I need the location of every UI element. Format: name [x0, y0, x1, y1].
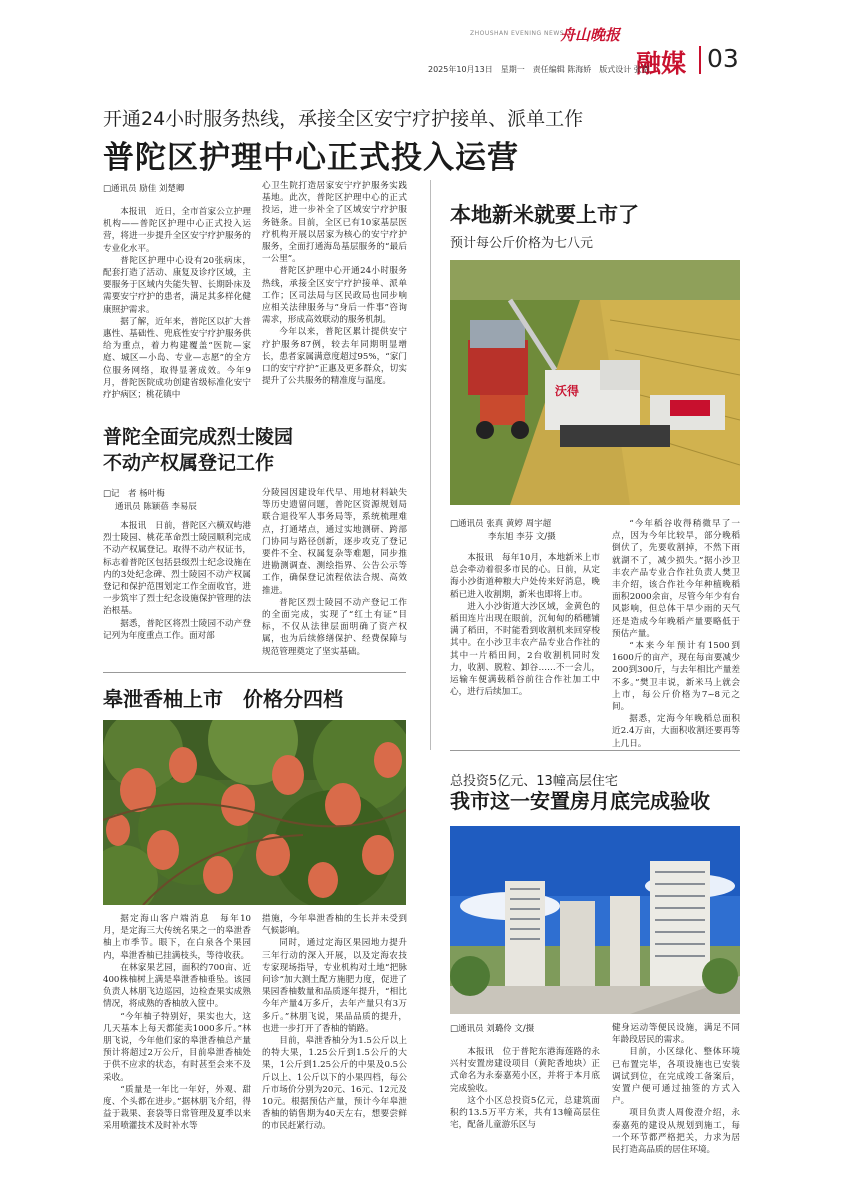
paragraph: 据了解，近年来，普陀区以扩大普惠性、基础性、兜底性安宁疗护服务供给为重点，着力构建覆盖“医院—家庭、城区—小岛、专业—志愿”的全方位服务网络，取得显著成效。今年9月，普陀医院成功创建省级标准化安宁疗护病区；桃花镇中 [103, 316, 251, 401]
byline-line: □通讯员 张真 黄婷 周宇超 [450, 519, 552, 529]
paragraph: “今年稻谷收得稍微早了一点，因为今年比较旱，部分晚稻倒伏了，先要收割掉，不然下雨就湖不了，减少损失。”据小沙卫丰农产品专业合作社负责人樊卫丰介绍，该合作社今年种植晚稻面积2000余亩，尽管今年少有台风影响，但总体干旱少雨的天气还是造成今年晚稻产量要略低于预估产量。 [612, 519, 740, 639]
paragraph: 普陀区护理中心开通24小时服务热线，承接全区安宁疗护接单、派单工作；区司法局与区民政局也同步响应相关法律服务与“身后一件事”咨询需求，形成高效联动的服务机制。 [262, 266, 407, 326]
housing-byline: □通讯员 刘璐伶 文/摄 [450, 1024, 535, 1034]
top-col-2 [262, 180, 407, 387]
paragraph: 目前，小区绿化、整体环境已布置完毕，各项设施也已安装调试到位，在完成竣工备案后，安置户便可通过抽签的方式入户。 [612, 1047, 740, 1107]
paragraph: 据悉，定海今年晚稻总面积近2.4万亩，大面积收割还要再等上几日。 [612, 714, 740, 749]
paragraph: “本来今年预计有1500到1600斤的亩产，现在每亩要减少200到300斤，与去年相比产量差不多。”樊卫丰说，新米马上就会上市，每公斤价格为7~8元之间。 [612, 641, 740, 713]
paragraph: 进入小沙街道大沙区域，金黄色的稻田连片出现在眼前，沉甸甸的稻穗铺满了稻田，不时能看到收割机来回穿梭其中。在小沙卫丰农产品专业合作社的其中一片稻田间，2台收割机同时发力，收割、脱粒、卸谷……不一会儿，运输车便满载稻谷前往合作社加工中心，进行后续加工。 [450, 601, 600, 698]
section-rule [103, 672, 406, 673]
paragraph: 这个小区总投资5亿元，总建筑面积约13.5万平方米，共有13幢高层住宅，配备儿童游乐区与 [450, 1095, 600, 1131]
paragraph: 普陀区烈士陵园不动产登记工作的全面完成，实现了“红土有证”目标，不仅从法律层面明确了资产权属，也为后续修缮保护、经费保障与规范管理奠定了坚实基础。 [262, 597, 407, 657]
paragraph: 措施，今年皋泄香柚的生长并未受到气候影响。 [262, 914, 407, 937]
rice-byline [450, 518, 556, 544]
pomelo-col-1 [103, 913, 251, 1133]
rice-harvest-photo [450, 260, 740, 505]
byline-line: □记 者 杨叶梅 [103, 489, 165, 499]
byline-line: 李东旭 李芬 文/摄 [488, 532, 556, 542]
paragraph: 本报讯 日前，普陀区六横双屿港烈士陵园、桃花革命烈士陵园顺利完成不动产权属登记。取得不动产权证书，标志着普陀区包括县级烈士纪念设施在内的3处纪念碑、烈士陵园不动产权属登记和保护范围划定工作全面收官，进一步筑牢了烈士纪念设施保护管理的法治根基。 [103, 521, 251, 617]
paper-name-english: ZHOUSHAN EVENING NEWS [470, 30, 565, 37]
rice-col-1 [450, 552, 600, 698]
paragraph: 在林家果艺园，面积约700亩、近400株柚树上满是皋泄香柚垂坠。该园负责人林朋飞边巡园，边检查果实成熟情况，将成熟的香柚放入筐中。 [103, 962, 251, 1010]
top-byline: □通讯员 励佳 刘楚卿 [103, 184, 185, 194]
paragraph: 目前，皋泄香柚分为1.5公斤以上的特大果，1.25公斤到1.5公斤的大果，1公斤到1.25公斤的中果及0.5公斤以上、1公斤以下的小果四档，每公斤市场价分别为20元、16元、12元及10元。根据预估产量，预计今年皋泄香柚的销售期为40天左右，想要尝鲜的市民赶紧行动。 [262, 1036, 407, 1132]
section-name: 融媒 [636, 49, 687, 78]
paper-logo: 舟山晚报 [560, 26, 621, 44]
rice-subhead: 预计每公斤价格为七八元 [450, 236, 594, 251]
paragraph: 本报讯 近日，全市首家公立护理机构——普陀区护理中心正式投入运营，将进一步提升全区安宁疗护服务的专业化水平。 [103, 207, 251, 254]
pomelo-photo [103, 720, 406, 905]
housing-headline: 我市这一安置房月底完成验收 [450, 789, 710, 813]
paragraph: “质量是一年比一年好，外观、甜度、个头都在进步。”据林朋飞介绍，得益于栽果、套袋等日常管理及夏季以来采用喷灌技术及时补水等 [103, 1084, 251, 1132]
paragraph: 据定海山客户端消息 每年10月，是定海三大传统名果之一的皋泄香柚上市季节。眼下，在白泉各个果园内，皋泄香柚已挂满枝头，等待收获。 [103, 914, 251, 961]
page-number: 03 [707, 44, 739, 73]
masthead-divider [699, 46, 701, 74]
housing-kicker: 总投资5亿元、13幢高层住宅 [450, 774, 618, 789]
paragraph: “今年柚子特别好，果实也大，这几天基本上每天都能卖1000多斤。”林朋飞说，今年他们家的皋泄香柚总产量预计将超过2万公斤，目前皋泄香柚处于供不应求的状态，有时甚至会来不及采收。 [103, 1011, 251, 1083]
housing-col-1 [450, 1046, 600, 1131]
martyr-col-1 [103, 520, 251, 642]
pomelo-col-2 [262, 913, 407, 1133]
paragraph: 分陵园因建设年代早、用地材料缺失等历史遗留问题，普陀区资源规划局联合退役军人事务局等，系统梳理难点，打通堵点，通过实地测研、跨部门协同与路径创新，逐步攻克了登记要件不全、权属复杂等难题，同步推进勘测调查、测绘指界、公告公示等工作，确保登记流程依法合规、高效推进。 [262, 488, 407, 596]
paragraph: 心卫生院打造居家安宁疗护服务实践基地。此次，普陀区护理中心的正式投运，进一步补全了区域安宁疗护服务链条。目前，全区已有10家基层医疗机构开展以居家为核心的安宁疗护服务，全面打通海岛基层服务的“最后一公里”。 [262, 181, 407, 265]
martyr-col-2 [262, 487, 407, 658]
top-col-1 [103, 206, 251, 401]
rice-headline: 本地新米就要上市了 [450, 203, 639, 227]
paragraph: 同时，通过定海区果园地力提升三年行动的深入开展，以及定海农技专家现场指导，专业机构对土地“把脉问诊”加大测土配方施肥力度，促进了果园香柚数量和品质逐年提升，“相比今年产量4万多斤，去年产量只有3万多斤。”林朋飞说，果品品质的提升，也进一步打开了香柚的销路。 [262, 938, 407, 1034]
headline-line: 不动产权属登记工作 [103, 452, 275, 474]
headline-line: 普陀全面完成烈士陵园 [103, 426, 294, 448]
paragraph: 据悉，普陀区将烈士陵园不动产登记列为年度重点工作。面对部 [103, 618, 251, 641]
paragraph: 本报讯 位于普陀东港海莲路的永兴村安置房建设项目（黄陀香地块）正式命名为永泰嘉苑小区，并将于本月底完成验收。 [450, 1047, 600, 1094]
rice-col-2 [612, 518, 740, 750]
housing-col-2 [612, 1022, 740, 1156]
top-kicker: 开通24小时服务热线，承接全区安宁疗护接单、派单工作 [103, 108, 584, 130]
top-headline: 普陀区护理中心正式投入运营 [103, 140, 519, 176]
byline-line: 通讯员 陈颖蓓 李易辰 [115, 502, 197, 512]
pomelo-headline: 皋泄香柚上市 价格分四档 [103, 687, 343, 711]
martyr-headline [103, 424, 293, 476]
paragraph: 普陀区护理中心设有20张病床，配套打造了活动、康复及诊疗区域，主要服务于区域内失能失智、长期卧床及需要安宁疗护的患者，满足其多样化健康照护需求。 [103, 255, 251, 315]
column-divider [430, 180, 431, 750]
paragraph: 健身运动等便民设施，满足不同年龄段居民的需求。 [612, 1023, 740, 1046]
section-rule [450, 750, 740, 751]
truck-brand-label: 沃得 [555, 384, 580, 398]
paragraph: 项目负责人周俊澄介绍，永泰嘉苑的建设从规划到施工，每一个环节都严格把关，力求为居民打造高品质的居住环境。 [612, 1108, 740, 1156]
paragraph: 今年以来，普陀区累计提供安宁疗护服务87例，较去年同期明显增长，患者家属满意度超过95%，“家门口的安宁疗护”正惠及更多群众，切实提升了公共服务的精准度与温度。 [262, 327, 407, 387]
dateline: 2025年10月13日 星期一 责任编辑 陈海娇 版式设计 张贺 [428, 65, 650, 74]
martyr-byline [103, 488, 197, 514]
paragraph: 本报讯 每年10月，本地新米上市总会牵动着很多市民的心。日前，从定海小沙街道种粮大户处传来好消息，晚稻已进入收割期，新米也即将上市。 [450, 553, 600, 600]
housing-photo [450, 826, 740, 1014]
